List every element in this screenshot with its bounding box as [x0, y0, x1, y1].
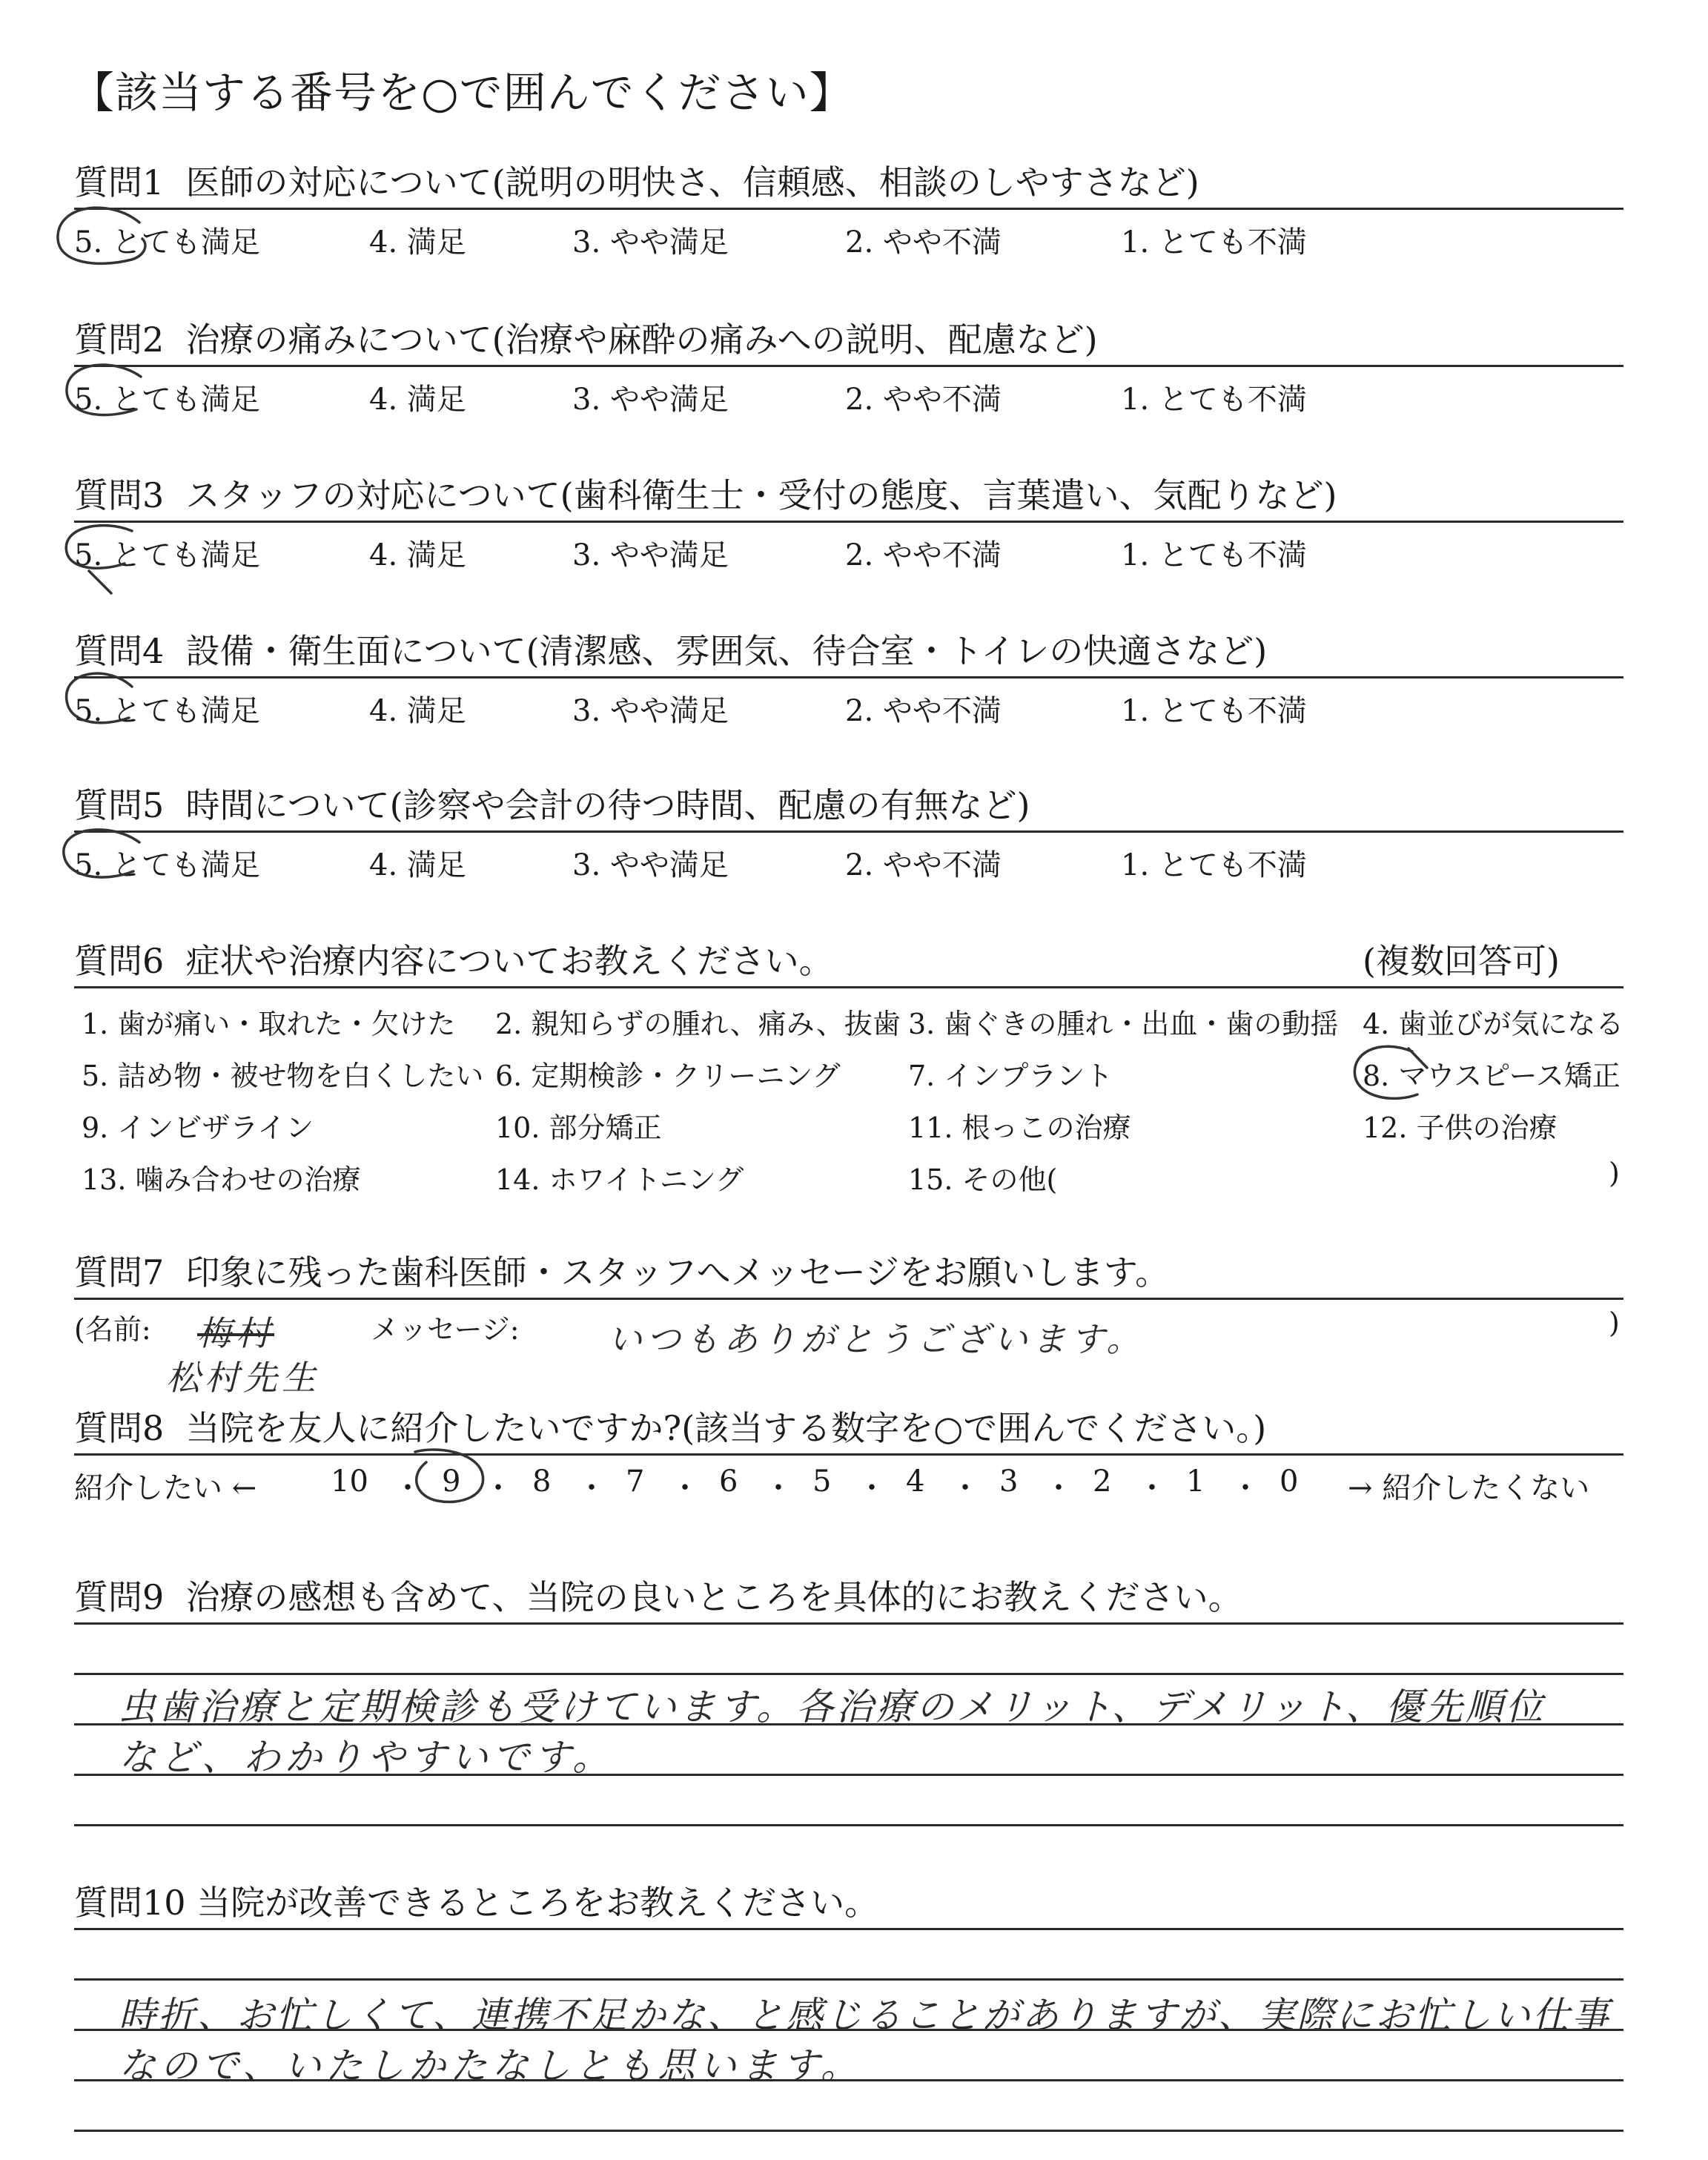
recommend-left-label: 紹介したい ← [74, 1471, 257, 1505]
scale-option[interactable]: 2 [1093, 1464, 1112, 1499]
symptom-option[interactable]: 1. 歯が痛い・取れた・欠けた [82, 1008, 456, 1040]
rating-option[interactable]: 3. やや満足 [572, 225, 729, 260]
rating-option[interactable]: 4. 満足 [369, 848, 466, 882]
scale-separator: ・ [670, 1471, 700, 1505]
handwritten-answer-line[interactable]: なので、いたしかたなしとも思います。 [119, 2044, 862, 2087]
symptom-option[interactable]: 12. 子供の治療 [1363, 1112, 1558, 1144]
question-label: 質問2 [74, 320, 165, 360]
scale-option[interactable]: 3 [999, 1464, 1019, 1499]
scale-option[interactable]: 4 [906, 1464, 925, 1499]
rating-option[interactable]: 2. やや不満 [845, 383, 1002, 417]
symptom-option[interactable]: 9. インビザライン [82, 1112, 314, 1144]
question-label: 質問10 [74, 1883, 186, 1923]
answer-line [74, 2130, 1623, 2132]
message-label: メッセージ: [371, 1313, 520, 1346]
answer-line [74, 1978, 1623, 1981]
rating-option[interactable]: 1. とても不満 [1121, 848, 1307, 882]
symptom-option[interactable]: 6. 定期検診・クリーニング [495, 1060, 841, 1092]
scale-separator: ・ [393, 1471, 423, 1505]
rating-option[interactable]: 3. やや満足 [572, 538, 729, 572]
handwritten-struck-name: 梅村 [197, 1313, 274, 1353]
answer-line [74, 1824, 1623, 1826]
symptom-option[interactable]: 2. 親知らずの腫れ、痛み、抜歯 [495, 1008, 901, 1040]
question-label: 質問8 [74, 1408, 165, 1448]
question-label: 質問6 [74, 941, 165, 981]
rating-option[interactable]: 2. やや不満 [845, 848, 1002, 882]
question-label: 質問5 [74, 785, 165, 825]
rating-option[interactable]: 1. とても不満 [1121, 225, 1307, 260]
rating-option[interactable]: 3. やや満足 [572, 383, 729, 417]
handwritten-answer-line[interactable]: 虫歯治療と定期検診も受けています。各治療のメリット、デメリット、優先順位 [119, 1685, 1546, 1728]
rating-option[interactable]: 2. やや不満 [845, 538, 1002, 572]
rating-option[interactable]: 5. とても満足 [74, 538, 260, 572]
form-title: 【該当する番号を○で囲んでください】 [71, 67, 853, 118]
scale-option[interactable]: 5 [812, 1464, 832, 1499]
rating-option[interactable]: 2. やや不満 [845, 225, 1002, 260]
question-text: 当院を友人に紹介したいですか?(該当する数字を○で囲んでください。) [185, 1408, 1267, 1448]
scale-option-selected[interactable]: 9 [442, 1464, 461, 1499]
scale-option[interactable]: 8 [532, 1464, 552, 1499]
question-label: 質問3 [74, 475, 165, 515]
question-label: 質問9 [74, 1577, 165, 1617]
rating-option[interactable]: 4. 満足 [369, 225, 466, 260]
scale-option[interactable]: 0 [1280, 1464, 1299, 1499]
name-label: (名前: [74, 1313, 151, 1346]
scale-separator: ・ [764, 1471, 793, 1505]
question-text: 治療の痛みについて(治療や麻酔の痛みへの説明、配慮など) [185, 320, 1098, 360]
question-text: 時間について(診察や会計の待つ時間、配慮の有無など) [185, 785, 1030, 825]
symptom-option[interactable]: 7. インプラント [908, 1060, 1113, 1092]
symptom-option[interactable]: 13. 噛み合わせの治療 [82, 1163, 361, 1196]
symptom-option-selected[interactable]: 8. マウスピース矯正 [1363, 1060, 1621, 1092]
scale-separator: ・ [950, 1471, 980, 1505]
question-text: 医師の対応について(説明の明快さ、信頼感、相談のしやすさなど) [185, 162, 1199, 202]
rating-option[interactable]: 3. やや満足 [572, 694, 729, 728]
answer-line [74, 1673, 1623, 1675]
rating-option[interactable]: 1. とても不満 [1121, 383, 1307, 417]
rating-option[interactable]: 5. とても満足 [74, 848, 260, 882]
question-text: 症状や治療内容についてお教えください。 [185, 941, 833, 981]
rating-option[interactable]: 1. とても不満 [1121, 694, 1307, 728]
scale-separator: ・ [1231, 1471, 1260, 1505]
rating-option[interactable]: 4. 満足 [369, 383, 466, 417]
rating-option[interactable]: 5. とても満足 [74, 694, 260, 728]
rating-option[interactable]: 5. とても満足 [74, 383, 260, 417]
symptom-option[interactable]: 5. 詰め物・被せ物を白くしたい [82, 1060, 484, 1092]
scale-option[interactable]: 10 [331, 1464, 368, 1499]
rating-option[interactable]: 5. とても満足 [74, 225, 260, 260]
other-close-paren: ) [1609, 1157, 1620, 1189]
question-text: 印象に残った歯科医師・スタッフへメッセージをお願いします。 [185, 1252, 1170, 1292]
multiple-answers-note: (複数回答可) [1363, 941, 1560, 981]
scale-separator: ・ [1044, 1471, 1073, 1505]
close-paren: ) [1609, 1307, 1620, 1339]
handwritten-message[interactable]: いつもありがとうございます。 [608, 1319, 1145, 1359]
scale-option[interactable]: 1 [1186, 1464, 1205, 1499]
question-text: 治療の感想も含めて、当院の良いところを具体的にお教えください。 [185, 1577, 1242, 1617]
question-text: 当院が改善できるところをお教えください。 [196, 1883, 879, 1923]
scale-separator: ・ [1137, 1471, 1167, 1505]
question-label: 質問4 [74, 631, 165, 671]
handwritten-answer-line[interactable]: など、わかりやすいです。 [119, 1736, 614, 1779]
symptom-option[interactable]: 4. 歯並びが気になる [1363, 1008, 1624, 1040]
handwritten-answer-line[interactable]: 時折、お忙しくて、連携不足かな、と感じることがありますが、実際にお忙しい仕事 [119, 1994, 1611, 2037]
question-label: 質問1 [74, 162, 165, 202]
divider [74, 1928, 1623, 1930]
symptom-option[interactable]: 11. 根っこの治療 [908, 1112, 1131, 1144]
scale-option[interactable]: 6 [719, 1464, 738, 1499]
handwritten-name[interactable]: 松村先生 [166, 1358, 320, 1398]
recommend-right-label: → 紹介したくない [1348, 1471, 1590, 1505]
rating-option[interactable]: 4. 満足 [369, 694, 466, 728]
symptom-option[interactable]: 3. 歯ぐきの腫れ・出血・歯の動揺 [908, 1008, 1339, 1040]
scale-separator: ・ [577, 1471, 606, 1505]
rating-option[interactable]: 3. やや満足 [572, 848, 729, 882]
scale-separator: ・ [483, 1471, 513, 1505]
scale-option[interactable]: 7 [626, 1464, 645, 1499]
symptom-option[interactable]: 15. その他( [908, 1163, 1058, 1196]
rating-option[interactable]: 2. やや不満 [845, 694, 1002, 728]
divider [74, 1622, 1623, 1625]
scale-separator: ・ [857, 1471, 887, 1505]
symptom-option[interactable]: 10. 部分矯正 [495, 1112, 662, 1144]
rating-option[interactable]: 1. とても不満 [1121, 538, 1307, 572]
question-text: 設備・衛生面について(清潔感、雰囲気、待合室・トイレの快適さなど) [185, 631, 1268, 671]
rating-option[interactable]: 4. 満足 [369, 538, 466, 572]
question-text: スタッフの対応について(歯科衛生士・受付の態度、言葉遣い、気配りなど) [185, 475, 1337, 515]
symptom-option[interactable]: 14. ホワイトニング [495, 1163, 744, 1196]
question-label: 質問7 [74, 1252, 165, 1292]
